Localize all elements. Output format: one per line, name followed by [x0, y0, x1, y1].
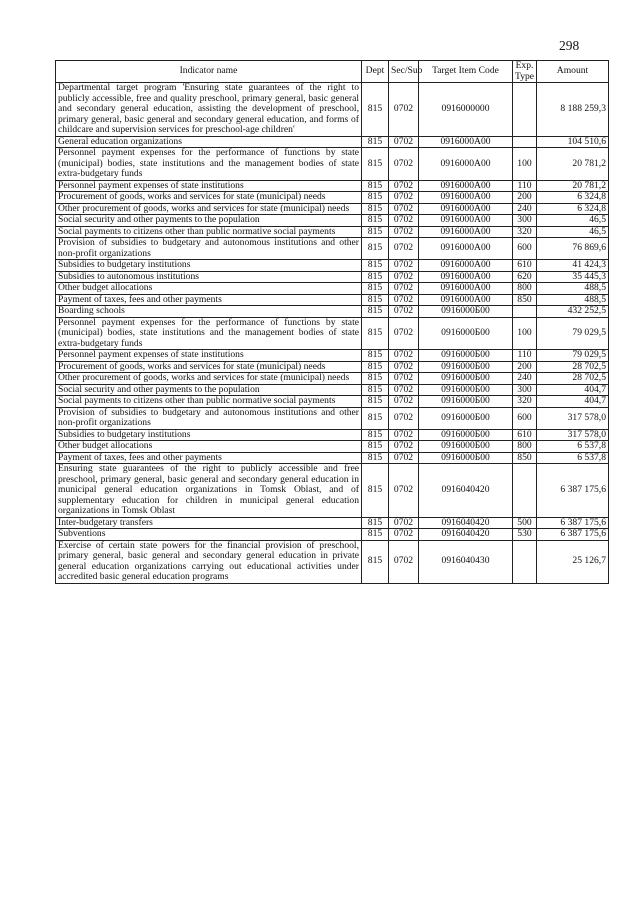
- row-sum: 6 387 175,6: [537, 517, 609, 529]
- row-csr: 0916000А00: [419, 215, 513, 227]
- table-row: [56, 540, 609, 583]
- row-ved: 815: [362, 238, 389, 260]
- row-sum: 20 781,2: [537, 180, 609, 192]
- row-sum: 488,5: [537, 294, 609, 306]
- row-rzpr: 0702: [389, 429, 419, 441]
- header-name: Indicator name: [56, 61, 362, 83]
- row-rzpr: 0702: [389, 452, 419, 464]
- row-vr: [513, 464, 537, 518]
- table-row: [56, 452, 609, 464]
- row-ved: 815: [362, 148, 389, 181]
- row-vr: 110: [513, 180, 537, 192]
- row-sum: 79 029,5: [537, 350, 609, 362]
- row-vr: 300: [513, 384, 537, 396]
- row-name: Personnel payment expenses of state institutions: [56, 350, 362, 362]
- row-rzpr: 0702: [389, 464, 419, 518]
- table-row: [56, 215, 609, 227]
- table-row: [56, 203, 609, 215]
- row-rzpr: 0702: [389, 306, 419, 318]
- table-row: [56, 429, 609, 441]
- row-rzpr: 0702: [389, 384, 419, 396]
- row-vr: 800: [513, 283, 537, 295]
- row-csr: 0916000Б00: [419, 384, 513, 396]
- row-csr: 0916040430: [419, 540, 513, 583]
- row-rzpr: 0702: [389, 529, 419, 541]
- row-name: Procurement of goods, works and services for state (municipal) needs: [56, 192, 362, 204]
- table-row: [56, 260, 609, 272]
- row-rzpr: 0702: [389, 373, 419, 385]
- row-csr: 0916000Б00: [419, 429, 513, 441]
- table-row: [56, 180, 609, 192]
- row-vr: 320: [513, 226, 537, 238]
- row-csr: 0916000А00: [419, 203, 513, 215]
- row-csr: 0916000Б00: [419, 407, 513, 429]
- row-rzpr: 0702: [389, 215, 419, 227]
- row-rzpr: 0702: [389, 180, 419, 192]
- row-name: Personnel payment expenses for the performance of functions by state (municipal) bodies, state institutions and the management bodies of state extra-budgetary funds: [56, 317, 362, 350]
- row-vr: [513, 540, 537, 583]
- table-row: [56, 373, 609, 385]
- row-sum: 317 578,0: [537, 429, 609, 441]
- row-ved: 815: [362, 464, 389, 518]
- table-row: [56, 271, 609, 283]
- table-row: [56, 441, 609, 453]
- row-name: Subsidies to budgetary institutions: [56, 429, 362, 441]
- row-csr: 0916000А00: [419, 238, 513, 260]
- row-vr: 100: [513, 148, 537, 181]
- row-name: Inter-budgetary transfers: [56, 517, 362, 529]
- table-row: [56, 407, 609, 429]
- row-ved: 815: [362, 317, 389, 350]
- table-row: [56, 517, 609, 529]
- row-sum: 25 126,7: [537, 540, 609, 583]
- row-vr: [513, 136, 537, 148]
- row-ved: 815: [362, 180, 389, 192]
- header-ved: Dept: [362, 61, 389, 83]
- row-ved: 815: [362, 452, 389, 464]
- table-row: [56, 350, 609, 362]
- row-vr: 620: [513, 271, 537, 283]
- row-sum: 6 387 175,6: [537, 529, 609, 541]
- row-ved: 815: [362, 306, 389, 318]
- row-ved: 815: [362, 529, 389, 541]
- row-name: Exercise of certain state powers for the financial provision of preschool, primary general, basic general and secondary general education in private general education organizations carrying out educational activities under accredited basic general education programs: [56, 540, 362, 583]
- row-vr: 100: [513, 317, 537, 350]
- header-sum: Amount: [537, 61, 609, 83]
- row-rzpr: 0702: [389, 350, 419, 362]
- row-vr: 240: [513, 203, 537, 215]
- row-rzpr: 0702: [389, 192, 419, 204]
- row-csr: 0916040420: [419, 529, 513, 541]
- row-csr: 0916000А00: [419, 294, 513, 306]
- row-ved: 815: [362, 192, 389, 204]
- row-vr: 600: [513, 407, 537, 429]
- row-vr: 610: [513, 429, 537, 441]
- row-vr: 240: [513, 373, 537, 385]
- table-row: [56, 529, 609, 541]
- row-name: Provision of subsidies to budgetary and autonomous institutions and other non-profit organizations: [56, 407, 362, 429]
- row-sum: 488,5: [537, 283, 609, 295]
- row-csr: 0916000000: [419, 83, 513, 137]
- row-vr: 850: [513, 294, 537, 306]
- row-vr: 110: [513, 350, 537, 362]
- table-row: [56, 83, 609, 137]
- row-ved: 815: [362, 260, 389, 272]
- row-rzpr: 0702: [389, 294, 419, 306]
- row-csr: 0916000А00: [419, 283, 513, 295]
- row-sum: 35 445,3: [537, 271, 609, 283]
- row-name: Subventions: [56, 529, 362, 541]
- row-vr: 300: [513, 215, 537, 227]
- table-row: [56, 226, 609, 238]
- table-row: [56, 148, 609, 181]
- row-rzpr: 0702: [389, 260, 419, 272]
- table-header-row: [56, 61, 609, 83]
- row-ved: 815: [362, 517, 389, 529]
- row-name: Ensuring state guarantees of the right to publicly accessible and free preschool, primary general, basic general and secondary general education in municipal general education organizations in Tomsk Oblast, and of supplementary education for children in municipal general education organizations in Tomsk Oblast: [56, 464, 362, 518]
- row-csr: 0916000Б00: [419, 396, 513, 408]
- row-sum: 28 702,5: [537, 361, 609, 373]
- row-rzpr: 0702: [389, 238, 419, 260]
- row-ved: 815: [362, 294, 389, 306]
- row-ved: 815: [362, 83, 389, 137]
- row-ved: 815: [362, 396, 389, 408]
- row-vr: 200: [513, 192, 537, 204]
- row-rzpr: 0702: [389, 407, 419, 429]
- header-vr: Exp. Type: [513, 61, 537, 83]
- table-row: [56, 396, 609, 408]
- row-csr: 0916040420: [419, 517, 513, 529]
- row-csr: 0916000Б00: [419, 350, 513, 362]
- row-name: Procurement of goods, works and services for state (municipal) needs: [56, 361, 362, 373]
- table-row: [56, 361, 609, 373]
- row-csr: 0916000Б00: [419, 452, 513, 464]
- header-rzpr: Sec/Sub: [389, 61, 419, 83]
- row-name: Personnel payment expenses for the performance of functions by state (municipal) bodies, state institutions and the management bodies of state extra-budgetary funds: [56, 148, 362, 181]
- table-row: [56, 317, 609, 350]
- header-csr: Target Item Code: [419, 61, 513, 83]
- row-rzpr: 0702: [389, 441, 419, 453]
- row-ved: 815: [362, 540, 389, 583]
- row-vr: [513, 83, 537, 137]
- row-sum: 432 252,5: [537, 306, 609, 318]
- table-row: [56, 136, 609, 148]
- row-vr: 850: [513, 452, 537, 464]
- row-sum: 104 510,6: [537, 136, 609, 148]
- row-name: Subsidies to budgetary institutions: [56, 260, 362, 272]
- row-csr: 0916000А00: [419, 271, 513, 283]
- row-ved: 815: [362, 384, 389, 396]
- row-sum: 404,7: [537, 396, 609, 408]
- row-name: Payment of taxes, fees and other payments: [56, 294, 362, 306]
- page-number: 298: [559, 38, 580, 53]
- row-ved: 815: [362, 407, 389, 429]
- row-sum: 46,5: [537, 226, 609, 238]
- row-ved: 815: [362, 373, 389, 385]
- row-ved: 815: [362, 203, 389, 215]
- row-sum: 28 702,5: [537, 373, 609, 385]
- row-name: Boarding schools: [56, 306, 362, 318]
- row-csr: 0916040420: [419, 464, 513, 518]
- row-ved: 815: [362, 271, 389, 283]
- row-name: Other procurement of goods, works and services for state (municipal) needs: [56, 203, 362, 215]
- table-row: [56, 384, 609, 396]
- row-name: Other procurement of goods, works and services for state (municipal) needs: [56, 373, 362, 385]
- row-rzpr: 0702: [389, 317, 419, 350]
- row-csr: 0916000А00: [419, 180, 513, 192]
- row-sum: 46,5: [537, 215, 609, 227]
- row-rzpr: 0702: [389, 283, 419, 295]
- row-rzpr: 0702: [389, 226, 419, 238]
- row-vr: 500: [513, 517, 537, 529]
- row-csr: 0916000А00: [419, 136, 513, 148]
- row-ved: 815: [362, 215, 389, 227]
- row-rzpr: 0702: [389, 517, 419, 529]
- row-name: Other budget allocations: [56, 441, 362, 453]
- row-name: Departmental target program 'Ensuring state guarantees of the right to publicly accessible, free and quality preschool, primary general, basic general and secondary general education, assisting the development of preschool, primary general, basic general and secondary general education, and forms of childcare and supervision services for preschool-age children': [56, 83, 362, 137]
- table-body: [56, 83, 609, 584]
- row-sum: 41 424,3: [537, 260, 609, 272]
- row-sum: 317 578,0: [537, 407, 609, 429]
- row-ved: 815: [362, 136, 389, 148]
- row-name: Social security and other payments to the population: [56, 384, 362, 396]
- row-sum: 6 537,8: [537, 441, 609, 453]
- table-row: [56, 238, 609, 260]
- row-rzpr: 0702: [389, 203, 419, 215]
- row-csr: 0916000Б00: [419, 441, 513, 453]
- row-rzpr: 0702: [389, 361, 419, 373]
- row-name: General education organizations: [56, 136, 362, 148]
- row-sum: 79 029,5: [537, 317, 609, 350]
- row-name: Subsidies to autonomous institutions: [56, 271, 362, 283]
- table-row: [56, 283, 609, 295]
- row-csr: 0916000Б00: [419, 306, 513, 318]
- table-row: [56, 294, 609, 306]
- row-ved: 815: [362, 429, 389, 441]
- row-ved: 815: [362, 226, 389, 238]
- row-csr: 0916000Б00: [419, 317, 513, 350]
- table-row: [56, 192, 609, 204]
- row-vr: 530: [513, 529, 537, 541]
- table-row: [56, 464, 609, 518]
- row-ved: 815: [362, 361, 389, 373]
- row-sum: 6 387 175,6: [537, 464, 609, 518]
- row-csr: 0916000А00: [419, 192, 513, 204]
- row-csr: 0916000А00: [419, 260, 513, 272]
- row-rzpr: 0702: [389, 148, 419, 181]
- row-csr: 0916000Б00: [419, 373, 513, 385]
- row-ved: 815: [362, 350, 389, 362]
- row-name: Other budget allocations: [56, 283, 362, 295]
- row-name: Personnel payment expenses of state institutions: [56, 180, 362, 192]
- row-name: Social payments to citizens other than public normative social payments: [56, 226, 362, 238]
- row-rzpr: 0702: [389, 83, 419, 137]
- row-sum: 76 869,6: [537, 238, 609, 260]
- row-vr: 320: [513, 396, 537, 408]
- row-csr: 0916000Б00: [419, 361, 513, 373]
- row-sum: 6 324,8: [537, 203, 609, 215]
- row-vr: 610: [513, 260, 537, 272]
- row-name: Payment of taxes, fees and other payments: [56, 452, 362, 464]
- row-ved: 815: [362, 441, 389, 453]
- row-csr: 0916000А00: [419, 226, 513, 238]
- row-sum: 8 188 259,3: [537, 83, 609, 137]
- row-rzpr: 0702: [389, 540, 419, 583]
- budget-table: [55, 60, 609, 584]
- table-row: [56, 306, 609, 318]
- row-rzpr: 0702: [389, 396, 419, 408]
- row-csr: 0916000А00: [419, 148, 513, 181]
- row-rzpr: 0702: [389, 271, 419, 283]
- row-vr: 200: [513, 361, 537, 373]
- row-sum: 404,7: [537, 384, 609, 396]
- row-sum: 6 537,8: [537, 452, 609, 464]
- row-vr: 800: [513, 441, 537, 453]
- row-ved: 815: [362, 283, 389, 295]
- row-sum: 6 324,8: [537, 192, 609, 204]
- row-name: Social security and other payments to the population: [56, 215, 362, 227]
- row-name: Social payments to citizens other than public normative social payments: [56, 396, 362, 408]
- row-vr: 600: [513, 238, 537, 260]
- row-sum: 20 781,2: [537, 148, 609, 181]
- row-name: Provision of subsidies to budgetary and autonomous institutions and other non-profit organizations: [56, 238, 362, 260]
- row-vr: [513, 306, 537, 318]
- row-rzpr: 0702: [389, 136, 419, 148]
